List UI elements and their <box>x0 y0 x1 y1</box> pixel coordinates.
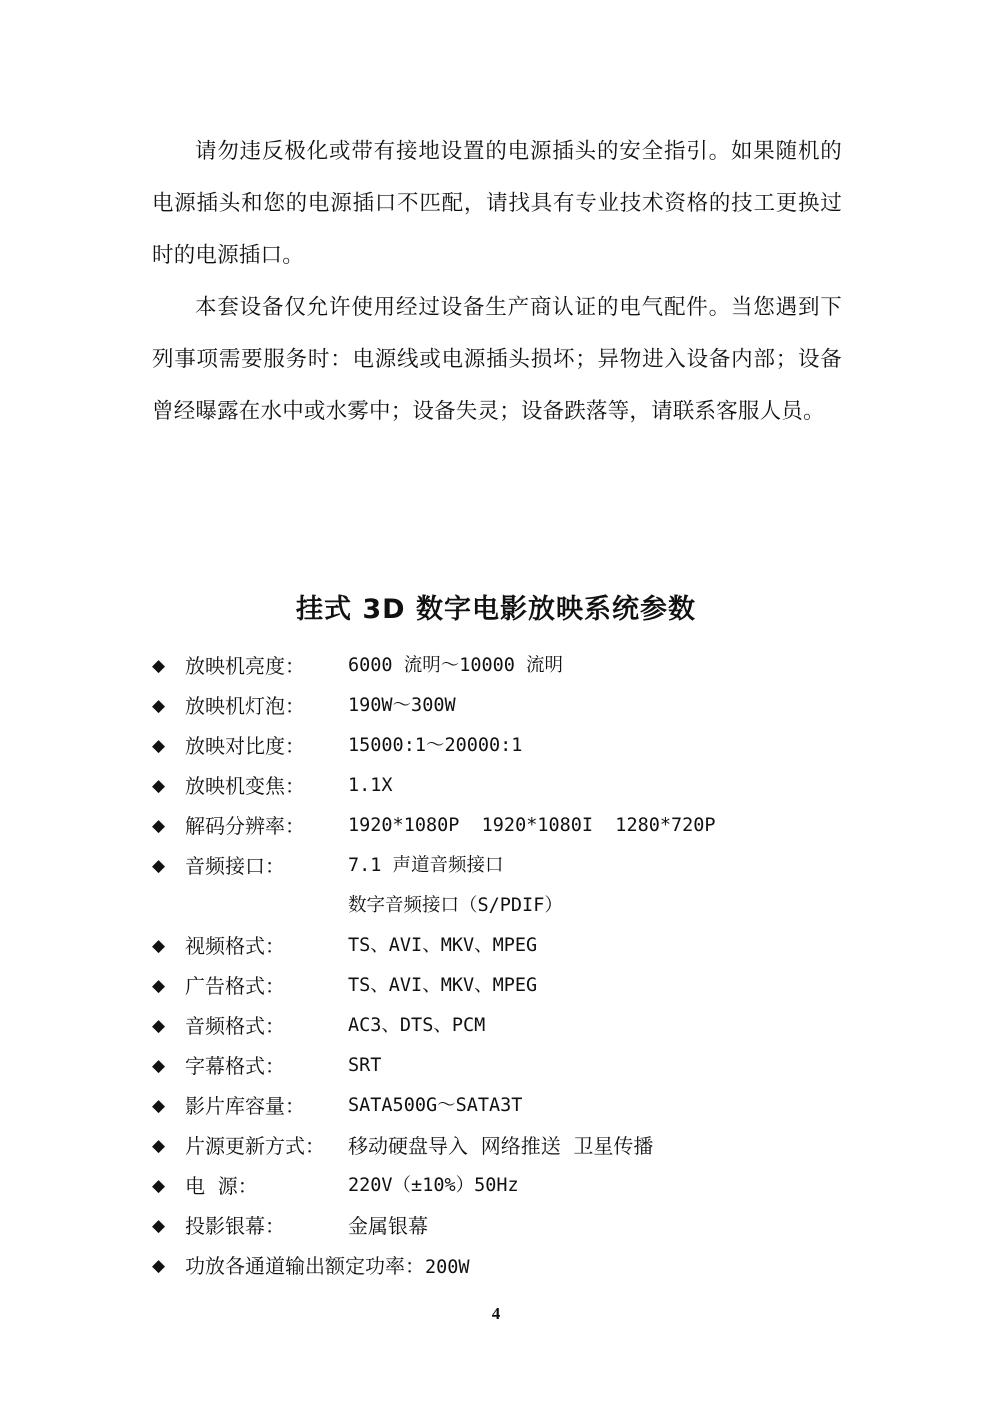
spec-row-ad-format <box>152 966 872 1006</box>
diamond-bullet-icon: ◆ <box>152 1216 166 1236</box>
spec-row-resolution <box>152 806 872 846</box>
spec-row-audio-interface-digital <box>152 886 872 926</box>
spec-label: 音频接口： <box>185 854 285 878</box>
spec-label <box>185 1246 470 1288</box>
diamond-bullet-icon: ◆ <box>152 736 166 756</box>
spec-value: 金属银幕 <box>348 1214 428 1238</box>
diamond-bullet-icon: ◆ <box>152 1096 166 1116</box>
spec-row-video-format <box>152 926 872 966</box>
spec-label: 广告格式： <box>185 974 285 998</box>
diamond-bullet-icon: ◆ <box>152 776 166 796</box>
diamond-bullet-icon: ◆ <box>152 1016 166 1036</box>
spec-value: TS、AVI、MKV、MPEG <box>348 975 538 996</box>
spec-label: 电 源： <box>185 1174 258 1198</box>
spec-label: 放映机灯泡： <box>185 694 305 718</box>
spec-label: 解码分辨率： <box>185 814 305 838</box>
spec-row-contrast <box>152 726 872 766</box>
spec-value: SATA500G～SATA3T <box>348 1095 523 1116</box>
spec-value: AC3、DTS、PCM <box>348 1015 486 1036</box>
spec-value: 数字音频接口（S/PDIF） <box>348 895 563 916</box>
spec-value: 1.1X <box>348 775 393 796</box>
diamond-bullet-icon: ◆ <box>152 1056 166 1076</box>
spec-row-library-capacity <box>152 1086 872 1126</box>
spec-row-zoom <box>152 766 872 806</box>
spec-label: 放映对比度： <box>185 734 305 758</box>
spec-label: 片源更新方式： <box>185 1134 325 1158</box>
safety-paragraph-plug: 请勿违反极化或带有接地设置的电源插头的安全指引。如果随机的电源插头和您的电源插口不匹配，请找具有专业技术资格的技工更换过时的电源插口。 <box>152 139 842 268</box>
spec-row-content-update <box>152 1126 872 1166</box>
diamond-bullet-icon: ◆ <box>152 1136 166 1156</box>
spec-value: 15000:1～20000:1 <box>348 735 523 756</box>
spec-section-title: 挂式 3D 数字电影放映系统参数 <box>296 594 696 625</box>
diamond-bullet-icon: ◆ <box>152 976 166 996</box>
diamond-bullet-icon: ◆ <box>152 656 166 676</box>
page-number: 4 <box>491 1304 501 1323</box>
spec-label: 放映机变焦： <box>185 774 305 798</box>
diamond-bullet-icon: ◆ <box>152 1176 166 1196</box>
spec-value: 200W <box>425 1257 470 1278</box>
spec-value: 220V（±10%）50Hz <box>348 1175 519 1196</box>
spec-list <box>152 646 872 1286</box>
spec-row-lamp <box>152 686 872 726</box>
spec-label: 影片库容量： <box>185 1094 305 1118</box>
spec-value: 6000 流明～10000 流明 <box>348 655 564 676</box>
spec-label: 视频格式： <box>185 934 285 958</box>
spec-value: 7.1 声道音频接口 <box>348 855 504 876</box>
spec-value: 1920*1080P 1920*1080I 1280*720P <box>348 815 716 836</box>
spec-label: 字幕格式： <box>185 1054 285 1078</box>
spec-row-amplifier-power <box>152 1246 872 1286</box>
spec-value: TS、AVI、MKV、MPEG <box>348 935 538 956</box>
safety-paragraph-service: 本套设备仅允许使用经过设备生产商认证的电气配件。当您遇到下列事项需要服务时：电源线或电源插头损坏；异物进入设备内部；设备曾经曝露在水中或水雾中；设备失灵；设备跌落等，请联系客服人员。 <box>152 295 842 424</box>
spec-row-audio-format <box>152 1006 872 1046</box>
diamond-bullet-icon: ◆ <box>152 816 166 836</box>
diamond-bullet-icon: ◆ <box>152 1256 166 1276</box>
spec-value: 190W～300W <box>348 695 456 716</box>
spec-row-subtitle-format <box>152 1046 872 1086</box>
spec-row-screen <box>152 1206 872 1246</box>
spec-label: 音频格式： <box>185 1014 285 1038</box>
diamond-bullet-icon: ◆ <box>152 856 166 876</box>
spec-value: SRT <box>348 1055 382 1076</box>
diamond-bullet-icon: ◆ <box>152 936 166 956</box>
spec-row-power <box>152 1166 872 1206</box>
spec-label: 放映机亮度： <box>185 654 305 678</box>
diamond-bullet-icon: ◆ <box>152 696 166 716</box>
spec-label: 投影银幕： <box>185 1214 285 1238</box>
spec-row-audio-interface <box>152 846 872 886</box>
spec-value: 移动硬盘导入 网络推送 卫星传播 <box>348 1134 654 1158</box>
spec-row-brightness <box>152 646 872 686</box>
spec-label-text: 功放各通道输出额定功率： <box>185 1254 425 1278</box>
